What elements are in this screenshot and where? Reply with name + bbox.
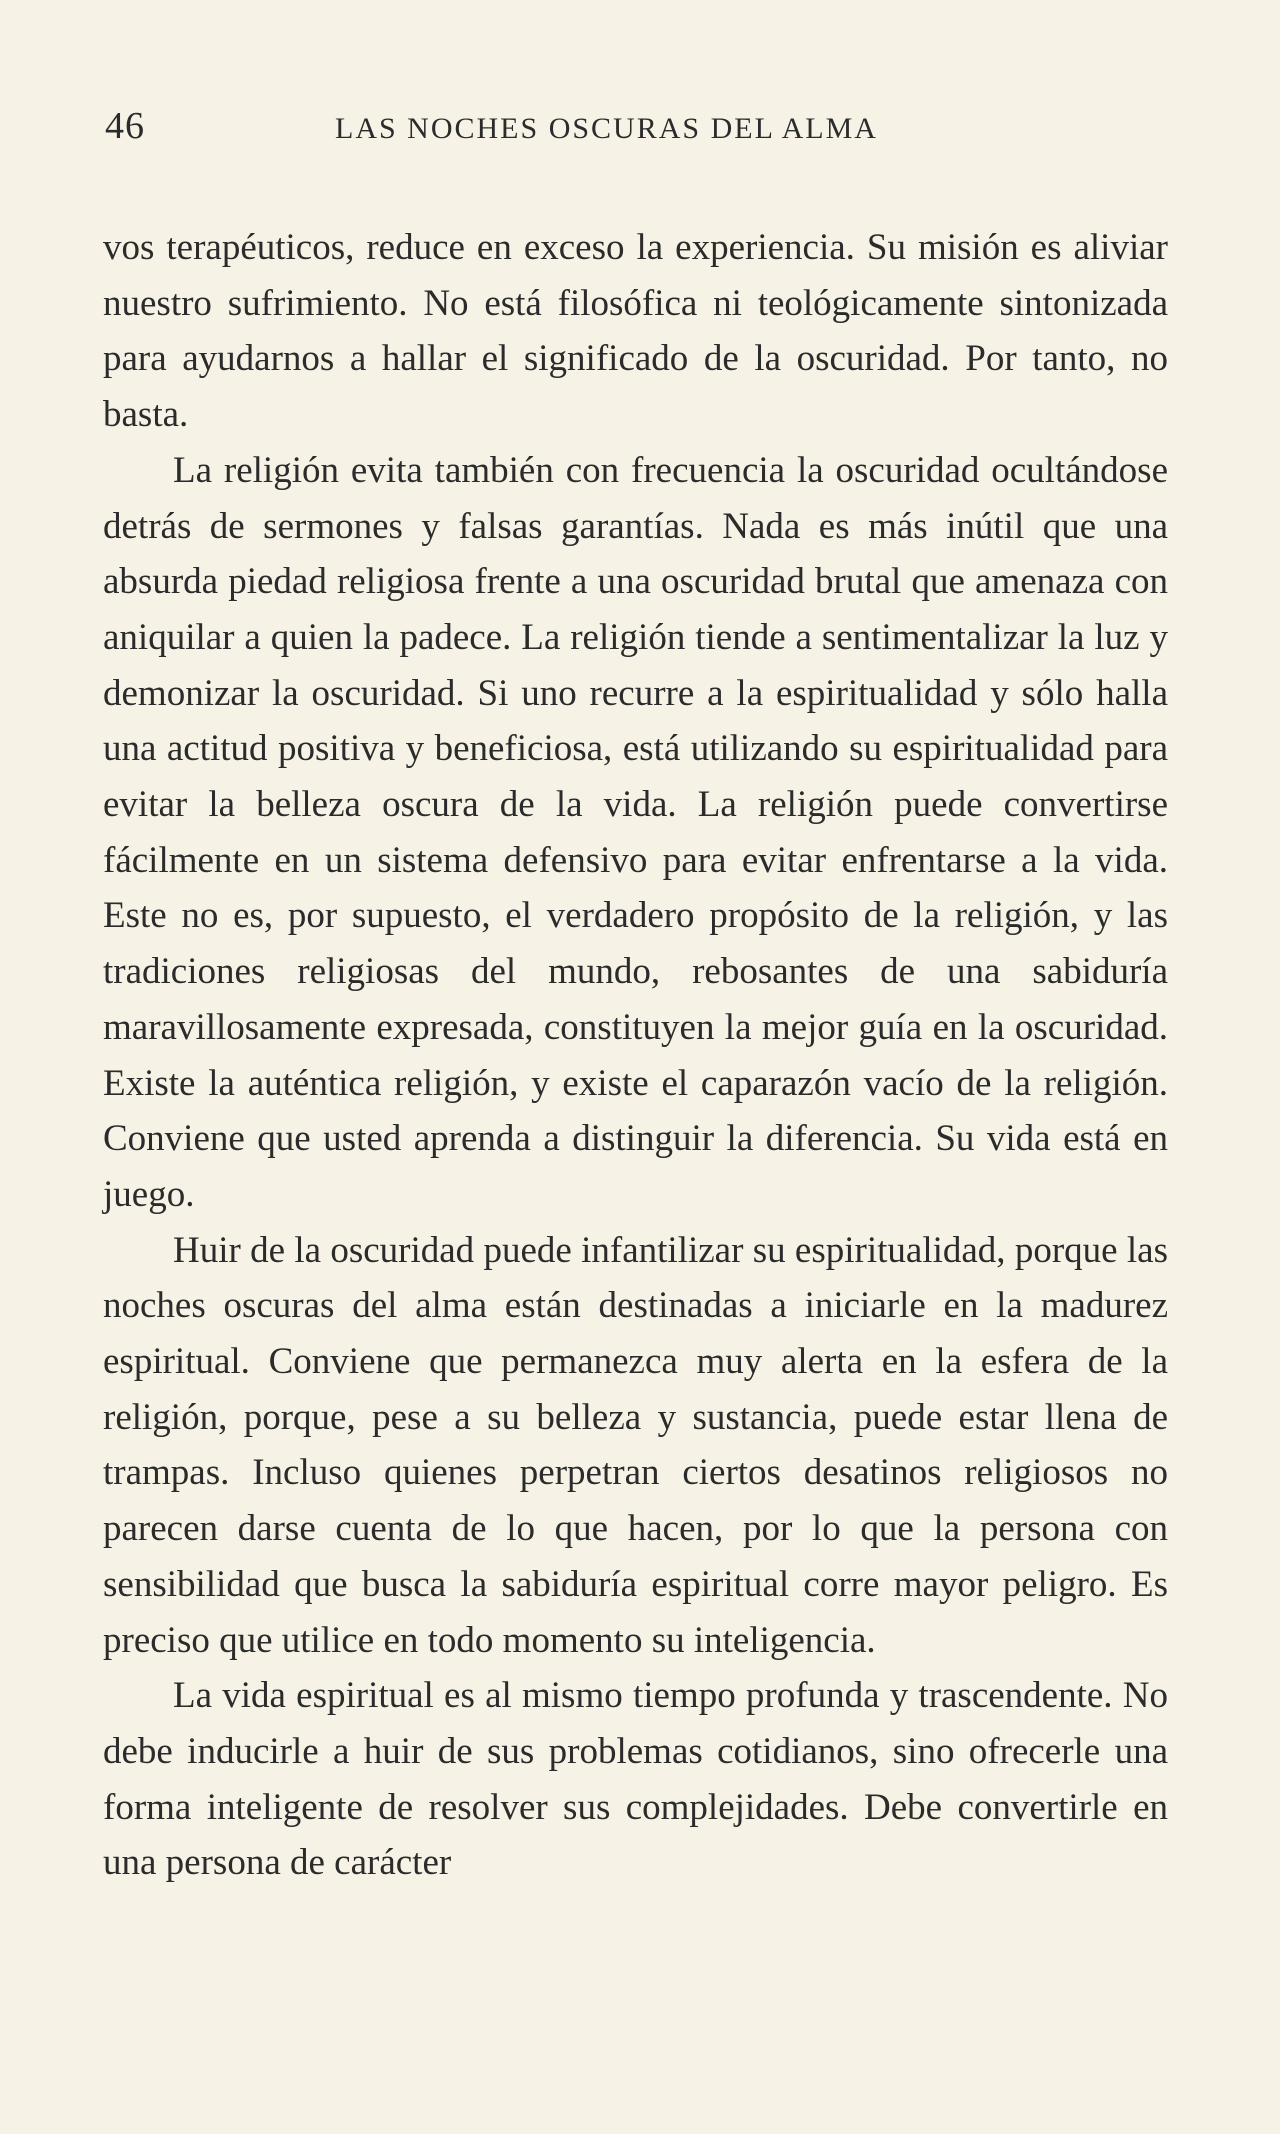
paragraph: La vida espiritual es al mismo tiempo profunda y trascendente. No debe inducirle a huir de sus problemas cotidianos, sino ofrecerle una forma inteligente de resolver sus complejidades. Debe convertirle en una persona de carácter [103, 1675, 1168, 1884]
paragraph: Huir de la oscuridad puede infantilizar su espiritualidad, porque las noches oscuras del alma están destinadas a iniciarle en la madurez espiritual. Conviene que permanezca muy alerta en la esfera de la religión, porque, pese a su belleza y sustancia, puede estar llena de trampas. Incluso quienes perpetran ciertos desatinos religiosos no parecen darse cuenta de lo que hacen, por lo que la persona con sensibilidad que busca la sabiduría espiritual corre mayor peligro. Es preciso que utilice en todo momento su inteligencia. [103, 1229, 1168, 1661]
page-number: 46 [105, 105, 145, 147]
body-text [103, 220, 1168, 1891]
running-title: LAS NOCHES OSCURAS DEL ALMA [335, 112, 878, 145]
paragraph: La religión evita también con frecuencia la oscuridad ocultándose detrás de sermones y falsas garantías. Nada es más inútil que una absurda piedad religiosa frente a una oscuridad brutal que amenaza con aniquilar a quien la padece. La religión tiende a sentimentalizar la luz y demonizar la oscuridad. Si uno recurre a la espiritualidad y sólo halla una actitud positiva y beneficiosa, está utilizando su espiritualidad para evitar la belleza oscura de la vida. La religión puede convertirse fácilmente en un sistema defensivo para evitar enfrentarse a la vida. Este no es, por supuesto, el verdadero propósito de la religión, y las tradiciones religiosas del mundo, rebosantes de una sabiduría maravillosamente expresada, constituyen la mejor guía en la oscuridad. Existe la auténtica religión, y existe el caparazón vacío de la religión. Conviene que usted aprenda a distinguir la diferencia. Su vida está en juego. [103, 449, 1168, 1215]
page-header [105, 100, 1170, 160]
paragraph: vos terapéuticos, reduce en exceso la experiencia. Su misión es aliviar nuestro sufrimiento. No está filosófica ni teológicamente sintonizada para ayudarnos a hallar el significado de la oscuridad. Por tanto, no basta. [103, 227, 1168, 436]
